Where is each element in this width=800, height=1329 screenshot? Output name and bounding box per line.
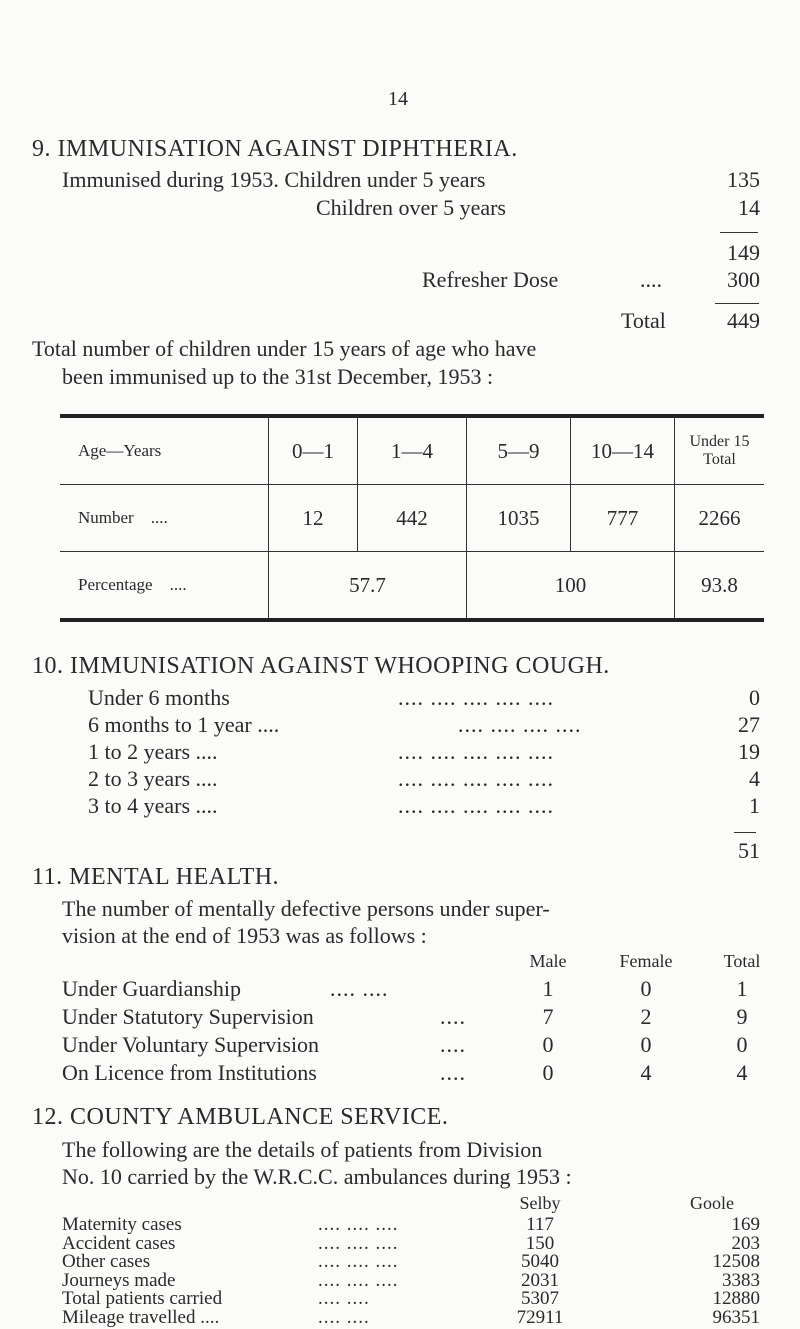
table-cell: 57.7 [269,552,467,621]
section-heading: 9. IMMUNISATION AGAINST DIPHTHERIA. [32,136,518,162]
paragraph: vision at the end of 1953 was as follows : [62,923,427,948]
table-cell: 203 [731,1232,760,1254]
leader-dots: .... .... .... [318,1269,399,1291]
row-label [60,485,269,552]
section-heading: 10. IMMUNISATION AGAINST WHOOPING COUGH. [32,653,610,679]
subtotal-value: 149 [727,240,760,265]
list-item-value: 1 [749,793,760,818]
table-cell: 1 [736,976,748,1001]
sum-rule [715,303,759,304]
table-cell: 2 [640,1004,652,1029]
leader-dots: .... .... .... [318,1232,399,1254]
column-header: Selby [519,1193,561,1213]
list-item-label: 2 to 3 years .... [88,766,218,791]
table-cell: 3383 [722,1269,760,1291]
line-label: Immunised during 1953. Children under 5 years [62,167,486,192]
table-row-label: Accident cases [62,1232,176,1254]
table-cell: 0 [542,1032,554,1057]
row-label-text: Number [78,508,134,527]
leader-dots: .... .... .... .... .... [398,685,554,710]
table-row-label: Under Statutory Supervision [62,1004,314,1029]
table-cell: 12880 [712,1288,760,1309]
table-cell: 1035 [467,485,571,552]
table-cell: 777 [571,485,675,552]
leader-dots: .... .... [330,976,389,1001]
leader-dots: .... .... .... [318,1214,399,1235]
table-cell: 0 [736,1032,748,1057]
list-item-value: 0 [749,685,760,710]
paragraph: The following are the details of patients from Division [62,1137,543,1162]
table-cell: 12 [269,485,358,552]
paragraph: Total number of children under 15 years of age who have [32,336,537,361]
total-label: Total [621,308,666,333]
line-value: 135 [727,167,760,192]
leader-dots: .... [440,1060,466,1085]
table-header-line: Total [703,451,736,468]
table-row [60,416,764,485]
line-value: 14 [738,195,760,220]
table-cell: 0 [640,976,652,1001]
table-header [675,416,765,485]
column-header: Female [619,951,673,971]
leader-dots: .... .... [318,1306,370,1328]
table-cell: 0 [542,1060,554,1085]
refresher-value: 300 [727,267,760,292]
table-cell: 150 [525,1232,555,1254]
leader-dots: .... [169,575,187,594]
table-header: 5—9 [467,416,571,485]
leader-dots: .... .... .... [318,1251,399,1272]
table-cell: 4 [640,1060,652,1085]
row-label [60,552,269,621]
table-row [60,485,764,552]
table-header: 0—1 [269,416,358,485]
table-row-label: On Licence from Institutions [62,1060,317,1085]
list-item-label: 6 months to 1 year .... [88,712,280,737]
list-item-label: Under 6 months [88,685,230,710]
total-value: 449 [727,308,760,333]
table-cell: 117 [526,1214,554,1235]
leader-dots: .... [150,508,168,527]
list-item-value: 19 [738,739,760,764]
table-row-label: Maternity cases [62,1214,182,1235]
table-row-label: Mileage travelled .... [62,1306,220,1328]
table-cell: 169 [731,1214,760,1235]
table-row-label: Total patients carried [62,1288,223,1309]
list-item-value: 4 [749,766,760,791]
page-number: 14 [388,88,408,110]
leader-dots: .... .... .... .... .... [398,739,554,764]
leader-dots: .... [640,267,662,292]
refresher-label: Refresher Dose [422,267,559,292]
sum-rule [734,832,756,833]
leader-dots: .... .... .... .... [458,712,582,737]
table-cell: 2266 [675,485,765,552]
table-row-label: Journeys made [62,1269,176,1291]
column-header: Goole [690,1193,734,1213]
table-cell: 1 [542,976,554,1001]
table-header-line: Under 15 [689,433,750,450]
paragraph: been immunised up to the 31st December, 1953 : [62,364,494,389]
leader-dots: .... [440,1032,466,1057]
leader-dots: .... [440,1004,466,1029]
table-row-label: Under Voluntary Supervision [62,1032,320,1057]
section-heading: 12. COUNTY AMBULANCE SERVICE. [32,1104,449,1130]
table-cell: 5040 [521,1251,559,1272]
table-cell: 9 [736,1004,748,1029]
line-label: Children over 5 years [316,195,506,220]
list-item-label: 1 to 2 years .... [88,739,218,764]
table-cell: 12508 [712,1251,760,1272]
table-row-label: Under Guardianship [62,976,242,1001]
table-row-label: Other cases [62,1251,151,1272]
table-header: 1—4 [358,416,467,485]
list-item-label: 3 to 4 years .... [88,793,218,818]
table-cell: 442 [358,485,467,552]
list-item-value: 27 [738,712,760,737]
table-header: 10—14 [571,416,675,485]
table-cell: 2031 [521,1269,559,1291]
leader-dots: .... .... [318,1288,370,1309]
sum-rule [720,232,758,233]
immunisation-table [60,414,764,622]
table-cell: 100 [467,552,675,621]
table-cell: 4 [736,1060,748,1085]
leader-dots: .... .... .... .... .... [398,793,554,818]
table-row [60,552,764,621]
total-value: 51 [738,838,760,863]
table-cell: 72911 [516,1306,564,1328]
section-heading: 11. MENTAL HEALTH. [32,864,280,890]
leader-dots: .... .... .... .... .... [398,766,554,791]
row-label-text: Percentage [78,575,153,594]
column-header: Male [529,951,567,971]
table-cell: 7 [542,1004,554,1029]
column-header: Total [723,951,761,971]
table-cell: 96351 [712,1306,760,1328]
table-header: Age—Years [60,416,269,485]
table-cell: 93.8 [675,552,765,621]
table-cell: 0 [640,1032,652,1057]
table-cell: 5307 [521,1288,559,1309]
paragraph: No. 10 carried by the W.R.C.C. ambulances during 1953 : [62,1164,572,1189]
paragraph: The number of mentally defective persons under super- [62,896,550,921]
